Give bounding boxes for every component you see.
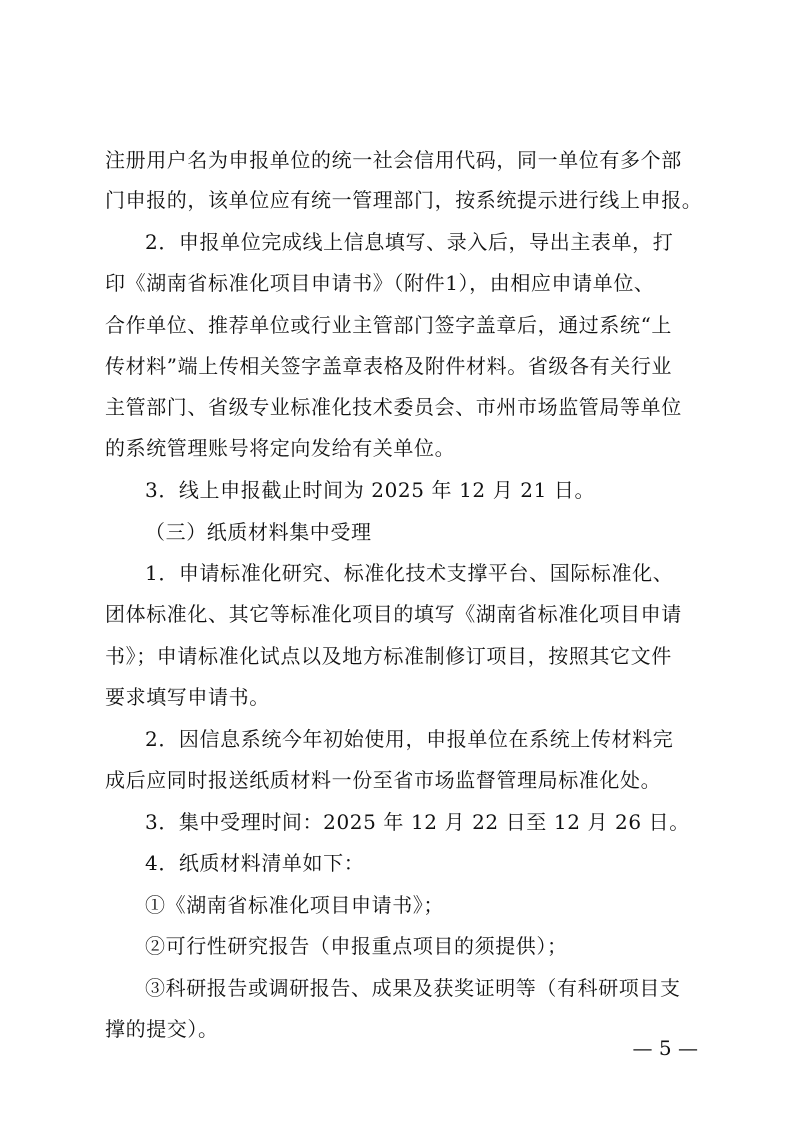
body-line-21: ③科研报告或调研报告、成果及获奖证明等（有科研项目支 <box>145 976 681 1000</box>
body-line-16: 成后应同时报送纸质材料一份至省市场监督管理局标准化处。 <box>105 768 662 792</box>
body-line-8: 的系统管理账号将定向发给有关单位。 <box>105 436 456 460</box>
body-line-11: 1．申请标准化研究、标准化技术支撑平台、国际标准化、 <box>145 561 674 585</box>
body-line-4: 印《湖南省标准化项目申请书》（附件1），由相应申请单位、 <box>105 271 655 295</box>
body-line-20: ②可行性研究报告（申报重点项目的须提供）； <box>145 934 568 958</box>
body-line-5: 合作单位、推荐单位或行业主管部门签字盖章后，通过系统“上 <box>105 313 673 337</box>
body-line-7: 主管部门、省级专业标准化技术委员会、市州市场监管局等单位 <box>105 395 682 419</box>
body-line-6: 传材料”端上传相关签字盖章表格及附件材料。省级各有关行业 <box>105 354 673 378</box>
body-line-2: 门申报的，该单位应有统一管理部门，按系统提示进行线上申报。 <box>105 188 703 212</box>
body-line-15: 2．因信息系统今年初始使用，申报单位在系统上传材料完 <box>145 727 674 751</box>
body-line-14: 要求填写申请书。 <box>105 685 270 709</box>
body-line-3: 2．申报单位完成线上信息填写、录入后，导出主表单，打 <box>145 230 674 254</box>
page-number: — 5 — <box>632 1036 698 1060</box>
body-line-18: 4．纸质材料清单如下： <box>145 851 365 875</box>
body-line-9: 3．线上申报截止时间为 2025 年 12 月 21 日。 <box>145 478 596 502</box>
body-line-12: 团体标准化、其它等标准化项目的填写《湖南省标准化项目申请 <box>105 602 682 626</box>
body-line-13: 书》；申请标准化试点以及地方标准制修订项目，按照其它文件 <box>105 644 672 668</box>
body-line-19: ①《湖南省标准化项目申请书》； <box>145 893 444 917</box>
body-line-22: 撑的提交）。 <box>105 1017 219 1041</box>
section-heading: （三）纸质材料集中受理 <box>145 520 372 544</box>
body-line-17: 3．集中受理时间：2025 年 12 月 22 日至 12 月 26 日。 <box>145 810 690 834</box>
body-line-1: 注册用户名为申报单位的统一社会信用代码，同一单位有多个部 <box>105 148 682 172</box>
